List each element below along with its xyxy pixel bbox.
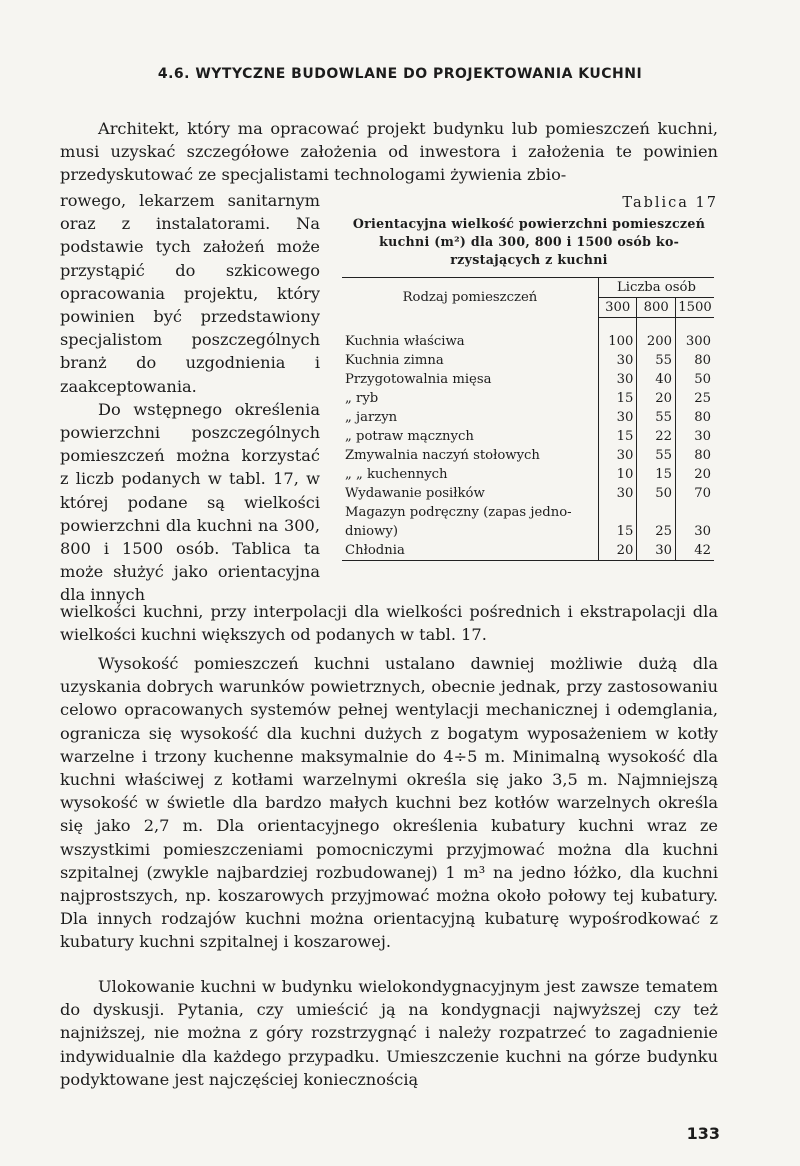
location-paragraph	[60, 975, 718, 1091]
left-column	[60, 189, 320, 607]
section-heading: 4.6. WYTYCZNE BUDOWLANE DO PROJEKTOWANIA KUCHNI	[157, 66, 643, 82]
row-value: 55	[637, 351, 676, 370]
column-header-800: 800	[637, 298, 676, 318]
row-label: „ potraw mącznych	[342, 427, 598, 446]
row-label: „ ryb	[342, 389, 598, 408]
height-text: Wysokość pomieszczeń kuchni ustalano dawniej możliwie dużą dla uzyskania dobrych warunków powietrznych, obecnie jednak, przy zastosowaniu celowo opracowanych systemów pełnej wentylacji mechanicznej i odemglania, ogranicza się wysokość dla kuchni dużych z bogatym wyposażeniem w kotły warzelne i trzony kuchenne maksymalnie do 4÷5 m. Minimalną wysokość dla kuchni właściwej z kotłami warzelnymi określa się jako 3,5 m. Najmniejszą wysokość w świetle dla bardzo małych kuchni bez kotłów warzelnych określa się jako 2,7 m. Dla orientacyjnego określenia kubatury kuchni wraz ze wszystkimi pomieszczeniami pomocniczymi przyjmować można dla kuchni szpitalnej (zwykle najbardziej rozbudowanej) 1 m³ na jedno łóżko, dla kuchni najprostszych, np. koszarowych przyjmować można około połowy tej kubatury. Dla innych rodzajów kuchni można orientacyjną kubaturę wypośrodkować z kubatury kuchni szpitalnej i koszarowej.	[60, 654, 718, 952]
table-caption: Orientacyjna wielkość powierzchni pomieszczeń kuchni (m²) dla 300, 800 i 1500 osób korzystających z kuchni	[352, 216, 706, 267]
row-value: 30	[598, 351, 637, 370]
table-number: Tablica 17	[622, 195, 718, 211]
height-paragraph	[60, 652, 718, 954]
area-table	[342, 277, 714, 561]
row-value: 30	[598, 446, 637, 465]
row-value: 30	[598, 370, 637, 389]
row-value: 200	[637, 332, 676, 351]
column-header-1500: 1500	[676, 298, 715, 318]
row-value: 15	[598, 389, 637, 408]
row-label: Kuchnia właściwa	[342, 332, 598, 351]
row-value: 30	[598, 484, 637, 503]
row-value: 25	[694, 391, 711, 406]
row-value: 42	[694, 543, 711, 558]
table-row	[342, 351, 714, 370]
row-value: 20	[598, 541, 637, 561]
intro-text: Architekt, który ma opracować projekt budynku lub pomieszczeń kuchni, musi uzyskać szczegółowe założenia od inwestora i założenia te powinien przedyskutować ze specjalistami technologami żywienia zbio-	[60, 119, 718, 185]
row-value: 80	[694, 410, 711, 425]
row-label: „ jarzyn	[342, 408, 598, 427]
table-row	[342, 389, 714, 408]
row-value: 50	[694, 372, 711, 387]
table-row	[342, 446, 714, 465]
row-label: Zmywalnia naczyń stołowych	[342, 446, 598, 465]
row-value: 30	[694, 429, 711, 444]
table-row	[342, 484, 714, 503]
location-text: Ulokowanie kuchni w budynku wielokondygnacyjnym jest zawsze tematem do dyskusji. Pytania, czy umieścić ją na kondygnacji najwyższej czy też najniższej, nie można z góry rozstrzygnąć i należy rozpatrzeć to zagadnienie indywidualnie dla każdego przypadku. Umieszczenie kuchni na górze budynku podyktowane jest najczęściej koniecznością	[60, 977, 718, 1089]
table-row	[342, 541, 714, 561]
row-value	[676, 503, 715, 522]
row-value: 55	[637, 446, 676, 465]
row-value: 80	[694, 353, 711, 368]
page-number: 133	[686, 1124, 720, 1143]
column-header-count: Liczba osób	[598, 278, 714, 298]
row-label: Magazyn podręczny (zapas jedno-	[342, 503, 598, 522]
row-value: 80	[694, 448, 711, 463]
table-row	[342, 465, 714, 484]
continuation-paragraph	[60, 600, 718, 646]
row-value: 15	[598, 427, 637, 446]
row-value: 100	[598, 332, 637, 351]
row-label: Chłodnia	[342, 541, 598, 561]
row-value: 20	[637, 389, 676, 408]
row-value: 55	[637, 408, 676, 427]
column-header-300: 300	[598, 298, 637, 318]
row-value: 70	[694, 486, 711, 501]
table-row	[342, 503, 714, 522]
row-label: „ „ kuchennych	[342, 465, 598, 484]
row-value	[598, 503, 637, 522]
row-label: dniowy)	[342, 522, 598, 541]
row-value	[637, 503, 676, 522]
row-value: 30	[694, 524, 711, 539]
table-row	[342, 427, 714, 446]
left-column-paragraph-2: Do wstępnego określenia powierzchni poszczególnych pomieszczeń można korzystać z liczb podanych w tabl. 17, w której podane są wielkości powierzchni dla kuchni na 300, 800 i 1500 osób. Tablica ta może służyć jako orientacyjna dla innych	[60, 399, 320, 605]
continuation-text: wielkości kuchni, przy interpolacji dla wielkości pośrednich i ekstrapolacji dla wielkości kuchni większych od podanych w tabl. 17.	[60, 602, 718, 645]
table-row	[342, 332, 714, 351]
intro-paragraph	[60, 117, 718, 187]
table-row	[342, 408, 714, 427]
row-value: 22	[637, 427, 676, 446]
row-value: 10	[598, 465, 637, 484]
left-column-paragraph-1: rowego, lekarzem sanitarnym oraz z instalatorami. Na podstawie tych założeń może przystąpić do szkicowego opracowania projektu, który powinien być przedstawiony specjalistom poszczególnych branż do uzgodnienia i zaakceptowania.	[60, 191, 320, 396]
row-value: 300	[685, 334, 711, 349]
row-value: 25	[637, 522, 676, 541]
table-row	[342, 370, 714, 389]
table-17	[340, 195, 718, 561]
row-value: 20	[694, 467, 711, 482]
table-body	[342, 318, 714, 561]
row-label: Wydawanie posiłków	[342, 484, 598, 503]
row-value: 40	[637, 370, 676, 389]
row-label: Przygotowalnia mięsa	[342, 370, 598, 389]
row-value: 15	[598, 522, 637, 541]
row-value: 15	[637, 465, 676, 484]
table-row	[342, 522, 714, 541]
row-value: 30	[598, 408, 637, 427]
row-value: 50	[637, 484, 676, 503]
row-value: 30	[637, 541, 676, 561]
row-label: Kuchnia zimna	[342, 351, 598, 370]
column-header-type: Rodzaj pomieszczeń	[342, 278, 598, 318]
